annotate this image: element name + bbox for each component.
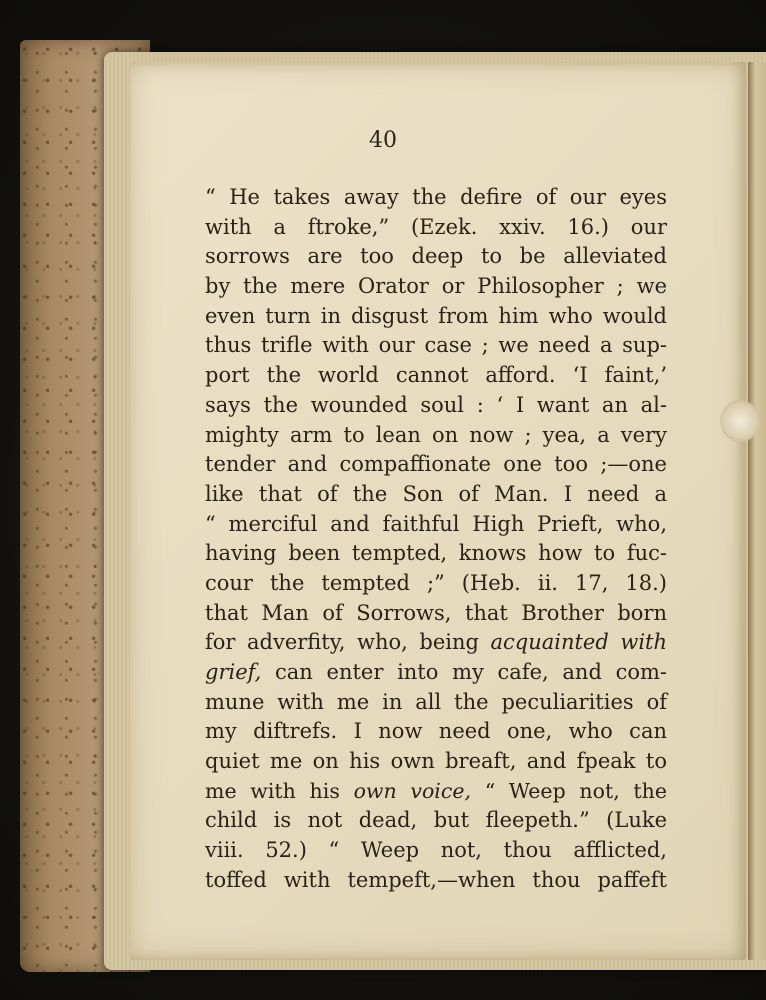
text-line: my diftrefs. I now need one, who can	[205, 719, 667, 744]
text-line: thus trifle with our case ; we need a sup-	[205, 333, 667, 358]
italic-text: acquainted with	[490, 630, 668, 655]
page-number: 40	[369, 128, 397, 153]
torn-paper-spot	[720, 400, 760, 442]
text-line: mune with me in all the peculiarities of	[205, 689, 667, 714]
italic-text: own voice,	[353, 778, 471, 803]
italic-text: grief,	[205, 660, 262, 684]
text-line: by the mere Orator or Philosopher ; we	[205, 274, 667, 299]
text-line: mighty arm to lean on now ; yea, a very	[205, 422, 667, 447]
text-line: with a ftroke,” (Ezek. xxiv. 16.) our	[205, 214, 667, 239]
text-line: like that of the Son of Man. I need a	[205, 481, 667, 506]
text-line: says the wounded soul : ‘ I want an al-	[205, 392, 667, 417]
facing-page-edge	[748, 62, 766, 960]
body-text	[205, 183, 667, 896]
text-line: quiet me on his own breaft, and fpeak to	[205, 749, 667, 774]
text-line: that Man of Sorrows, that Brother born	[205, 600, 667, 625]
text-line: viii. 52.) “ Weep not, thou afflicted,	[205, 838, 667, 863]
text-line: even turn in disgust from him who would	[205, 303, 667, 328]
text-line: tender and compaffionate one too ;—one	[205, 452, 667, 477]
text-line: sorrows are too deep to be alleviated	[205, 244, 667, 269]
text-line: having been tempted, knows how to fuc-	[205, 541, 667, 566]
text-line: “ merciful and faithful High Prieft, who,	[205, 511, 667, 536]
text-line: cour the tempted ;” (Heb. ii. 17, 18.)	[205, 570, 667, 595]
text-line: toffed with tempeft,—when thou paffeft	[205, 867, 667, 892]
text-line: grief, can enter into my cafe, and com-	[205, 660, 667, 684]
text-line: port the world cannot afford. ‘I faint,’	[205, 363, 667, 388]
text-line: child is not dead, but fleepeth.” (Luke	[205, 808, 667, 833]
text-line: me with his own voice, “ Weep not, the	[205, 778, 667, 803]
text-line: for adverfity, who, being acquainted with	[205, 630, 668, 655]
text-line: “ He takes away the defire of our eyes	[205, 185, 667, 209]
